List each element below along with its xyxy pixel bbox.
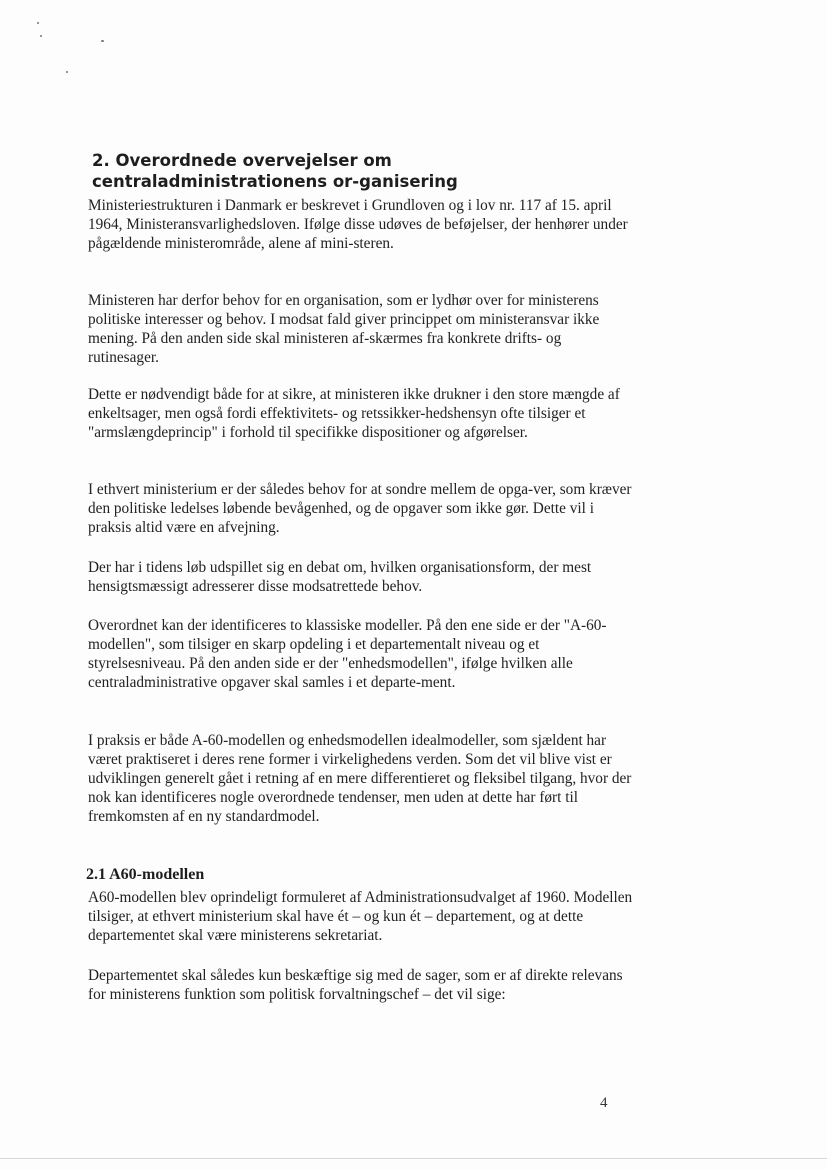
section-heading: 2. Overordnede overvejelser om centraladministrationens or-ganisering [92,151,458,191]
subsection-heading: 2.1 A60-modellen [86,866,205,883]
scan-speck [101,40,104,42]
paragraph: Der har i tidens løb udspillet sig en debat om, hvilken organisationsform, der mest hensigtsmæssigt adresserer disse modsatrettede behov. [88,559,592,595]
paragraph: A60-modellen blev oprindeligt formuleret af Administrationsudvalget af 1960. Modellen tilsiger, at ethvert ministerium skal have ét – og kun ét – departement, og at dette departementet skal være ministerens sekretariat. [88,889,633,944]
paragraph: Overordnet kan der identificeres to klassiske modeller. På den ene side er der "A-60-modellen", som tilsiger en skarp opdeling i et departementalt niveau og et styrelsesniveau. På den anden side er der "enhedsmodellen", ifølge hvilken alle centraladministrative opgaver skal samles i et departe-ment. [88,617,607,691]
paragraph: Ministeren har derfor behov for en organisation, som er lydhør over for ministerens politiske interesser og behov. I modsat fald giver princippet om ministeransvar ikke mening. På den anden side skal ministeren af-skærmes fra konkrete drifts- og rutinesager. [88,292,600,366]
scan-speck [40,35,42,37]
paragraph: I ethvert ministerium er der således behov for at sondre mellem de opga-ver, som kræver den politiske ledelses løbende bevågenhed, og de opgaver som ikke gør. Dette vil i praksis altid være en afvejning. [88,481,632,536]
paragraph: Ministeriestrukturen i Danmark er beskrevet i Grundloven og i lov nr. 117 af 15. april 1964, Ministeransvarlighedsloven. Ifølge disse udøves de beføjelser, der henhører under pågældende ministerområde, alene af mini-steren. [88,197,628,252]
page-number: 4 [600,1095,608,1111]
page-edge [0,1158,827,1159]
paragraph: Dette er nødvendigt både for at sikre, at ministeren ikke drukner i den store mængde af enkeltsager, men også fordi effektivitets- og retssikker-hedshensyn ofte tilsiger et "armslængdeprincip" i forhold til specifikke dispositioner og afgørelser. [88,386,620,441]
paragraph: Departementet skal således kun beskæftige sig med de sager, som er af direkte relevans for ministerens funktion som politisk forvaltningschef – det vil sige: [88,967,623,1003]
scan-speck [37,22,39,24]
paragraph: I praksis er både A-60-modellen og enhedsmodellen idealmodeller, som sjældent har været praktiseret i deres rene former i virkelighedens verden. Som det vil blive vist er udviklingen generelt gået i retning af en mere differentieret og fleksibel tilgang, hvor der nok kan identificeres nogle overordnede tendenser, men uden at dette har ført til fremkomsten af en ny standardmodel. [88,732,632,825]
scan-speck [66,71,68,73]
